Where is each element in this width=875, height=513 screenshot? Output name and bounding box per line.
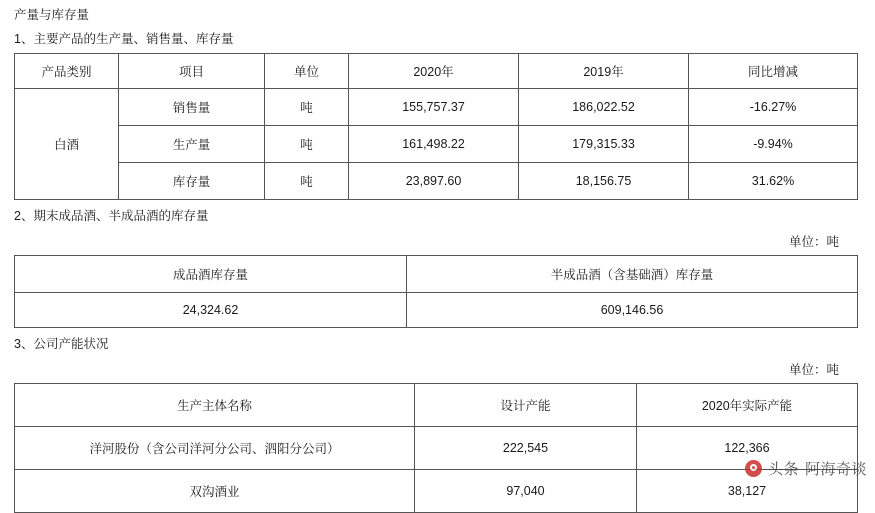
table-header-row — [15, 384, 858, 427]
production-sales-inventory-table — [14, 53, 858, 200]
table-row — [15, 427, 858, 470]
cell-2020: 23,897.60 — [349, 163, 519, 200]
cell-2020: 161,498.22 — [349, 126, 519, 163]
capacity-table — [14, 383, 858, 513]
cell-actual-capacity: 122,366 — [637, 427, 858, 470]
section-1-heading: 1、主要产品的生产量、销售量、库存量 — [14, 32, 234, 46]
table-row — [15, 293, 858, 328]
cell-unit: 吨 — [265, 89, 349, 126]
table-row — [15, 470, 858, 513]
cell-unit: 吨 — [265, 163, 349, 200]
column-header-unit: 单位 — [265, 54, 349, 89]
cell-entity-name: 双沟酒业 — [15, 470, 415, 513]
cell-item: 销售量 — [119, 89, 265, 126]
table-row — [15, 126, 858, 163]
cell-change: -16.27% — [689, 89, 858, 126]
cell-entity-name: 洋河股份（含公司洋河分公司、泗阳分公司） — [15, 427, 415, 470]
cell-2019: 179,315.33 — [519, 126, 689, 163]
table-row — [15, 163, 858, 200]
unit-note-section-2: 单位：吨 — [788, 235, 839, 249]
cell-design-capacity: 97,040 — [415, 470, 637, 513]
column-header-2019: 2019年 — [519, 54, 689, 89]
column-header-item: 项目 — [119, 54, 265, 89]
watermark-author: 阿海奇谈 — [804, 461, 867, 478]
column-header-semifinished-inventory: 半成品酒（含基础酒）库存量 — [407, 256, 858, 293]
toutiao-logo-icon — [745, 460, 762, 477]
cell-2019: 186,022.52 — [519, 89, 689, 126]
page-title: 产量与库存量 — [14, 8, 90, 22]
cell-finished-inventory-value: 24,324.62 — [15, 293, 407, 328]
section-2-heading: 2、期末成品酒、半成品酒的库存量 — [14, 209, 209, 223]
unit-note-section-3: 单位：吨 — [788, 363, 839, 377]
cell-2019: 18,156.75 — [519, 163, 689, 200]
column-header-2020: 2020年 — [349, 54, 519, 89]
table-row — [15, 89, 858, 126]
cell-item: 库存量 — [119, 163, 265, 200]
cell-item: 生产量 — [119, 126, 265, 163]
column-header-change: 同比增减 — [689, 54, 858, 89]
watermark — [745, 458, 867, 479]
category-cell-baijiu: 白酒 — [15, 89, 119, 200]
cell-unit: 吨 — [265, 126, 349, 163]
section-3-heading: 3、公司产能状况 — [14, 337, 109, 351]
column-header-design-capacity: 设计产能 — [415, 384, 637, 427]
finished-semifinished-inventory-table — [14, 255, 858, 328]
table-header-row — [15, 256, 858, 293]
column-header-actual-capacity: 2020年实际产能 — [637, 384, 858, 427]
column-header-finished-inventory: 成品酒库存量 — [15, 256, 407, 293]
column-header-category: 产品类别 — [15, 54, 119, 89]
column-header-entity-name: 生产主体名称 — [15, 384, 415, 427]
cell-design-capacity: 222,545 — [415, 427, 637, 470]
cell-actual-capacity: 38,127 — [637, 470, 858, 513]
cell-change: -9.94% — [689, 126, 858, 163]
cell-2020: 155,757.37 — [349, 89, 519, 126]
cell-change: 31.62% — [689, 163, 858, 200]
cell-semifinished-inventory-value: 609,146.56 — [407, 293, 858, 328]
watermark-label: 头条 — [767, 461, 799, 478]
table-header-row — [15, 54, 858, 89]
